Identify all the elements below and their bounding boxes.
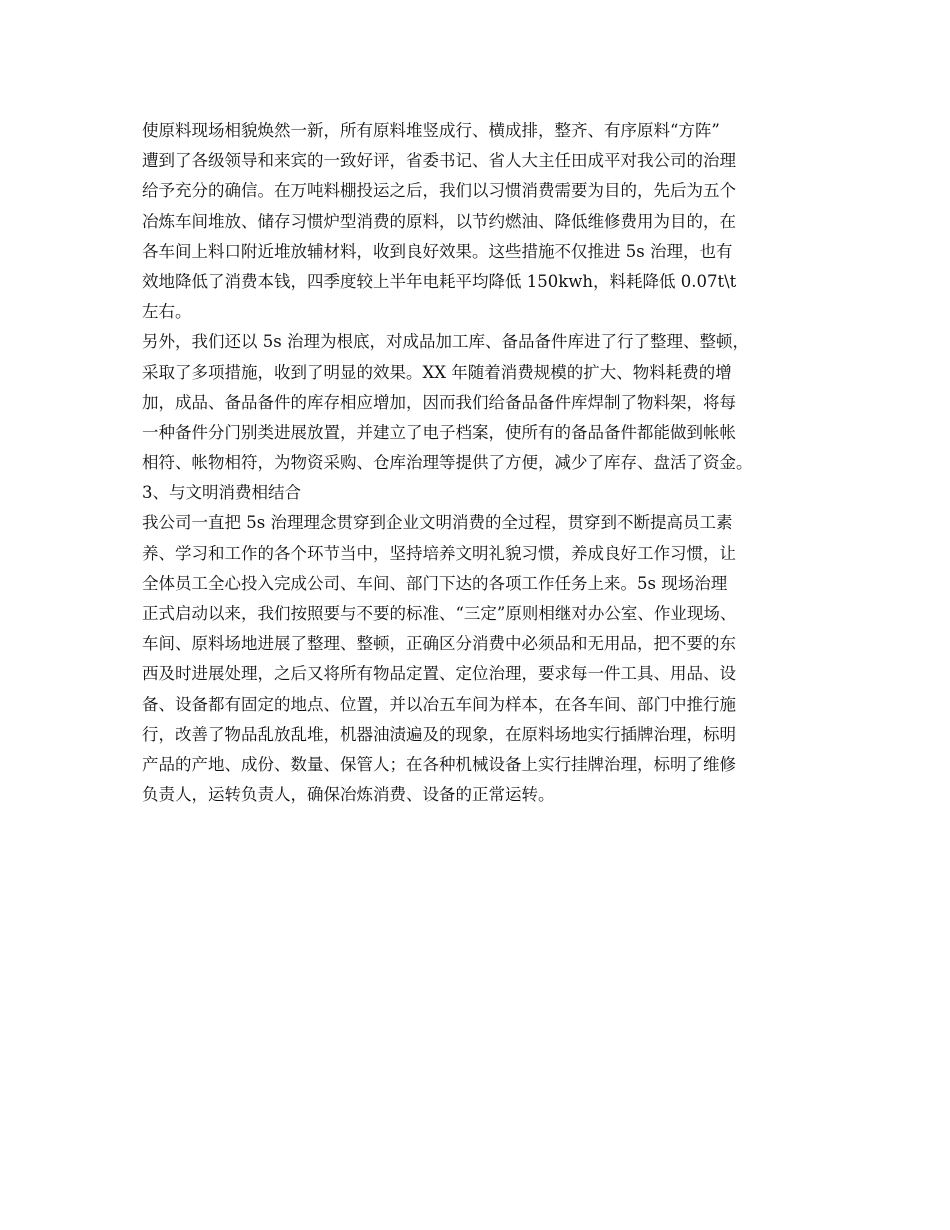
text-line: 养、学习和工作的各个环节当中，坚持培养文明礼貌习惯，养成良好工作习惯，让 xyxy=(142,543,736,563)
text-line: 各车间上料口附近堆放辅材料，收到良好效果。这些措施不仅推进 5s 治理，也有 xyxy=(142,241,733,261)
text-line: 加，成品、备品备件的库存相应增加，因而我们给备品备件库焊制了物料架，将每 xyxy=(142,392,736,412)
text-line: 产品的产地、成份、数量、保管人；在各种机械设备上实行挂牌治理，标明了维修 xyxy=(142,754,736,774)
text-line: 负责人，运转负责人，确保冶炼消费、设备的正常运转。 xyxy=(142,785,555,805)
text-line: 采取了多项措施，收到了明显的效果。XX 年随着消费规模的扩大、物料耗费的增 xyxy=(142,362,732,382)
text-line: 我公司一直把 5s 治理理念贯穿到企业文明消费的全过程，贯穿到不断提高员工素 xyxy=(142,513,733,533)
text-line: 相符、帐物相符，为物资采购、仓库治理等提供了方便，减少了库存、盘活了资金。 xyxy=(142,453,753,473)
text-line: 使原料现场相貌焕然一新，所有原料堆竖成行、横成排，整齐、有序原料“方阵” xyxy=(142,121,720,140)
text-line: 另外，我们还以 5s 治理为根底，对成品加工库、备品备件库进了行了整理、整顿， xyxy=(142,332,749,352)
document-body xyxy=(142,116,842,810)
text-line: 遭到了各级领导和来宾的一致好评，省委书记、省人大主任田成平对我公司的治理 xyxy=(142,151,736,171)
text-line: 左右。 xyxy=(142,302,192,322)
text-line: 车间、原料场地进展了整理、整顿，正确区分消费中必须品和无用品，把不要的东 xyxy=(142,634,736,654)
text-line: 行，改善了物品乱放乱堆，机器油渍遍及的现象，在原料场地实行插牌治理，标明 xyxy=(142,724,736,744)
text-line: 备、设备都有固定的地点、位置，并以冶五车间为样本，在各车间、部门中推行施 xyxy=(142,694,736,714)
text-line: 全体员工全心投入完成公司、车间、部门下达的各项工作任务上来。5s 现场治理 xyxy=(142,573,728,593)
text-line: 西及时进展处理，之后又将所有物品定置、定位治理，要求每一件工具、用品、设 xyxy=(142,664,736,684)
text-line: 效地降低了消费本钱，四季度较上半年电耗平均降低 150kwh，料耗降低 0.07t\t xyxy=(142,271,737,291)
text-line: 正式启动以来，我们按照要与不要的标准、“三定”原则相继对办公室、作业现场、 xyxy=(142,604,737,623)
text-line: 给予充分的确信。在万吨料棚投运之后，我们以习惯消费需要为目的，先后为五个 xyxy=(142,181,736,201)
text-line: 一种备件分门别类进展放置，并建立了电子档案，使所有的备品备件都能做到帐帐 xyxy=(142,422,736,442)
section-heading: 3、与文明消费相结合 xyxy=(142,483,301,503)
text-line: 冶炼车间堆放、储存习惯炉型消费的原料，以节约燃油、降低维修费用为目的，在 xyxy=(142,211,736,231)
